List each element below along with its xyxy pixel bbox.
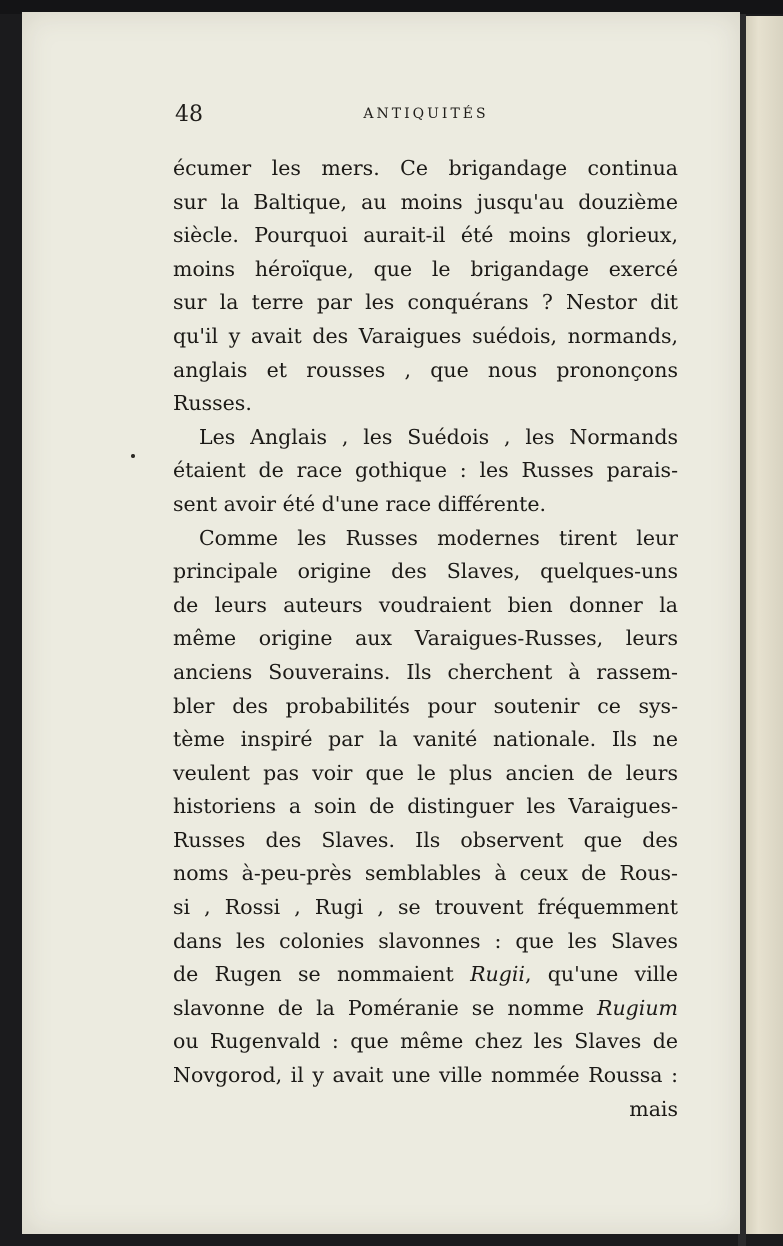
text-line: Les Anglais , les Suédois , les Normands <box>199 424 678 449</box>
paper-speck <box>131 454 135 458</box>
running-title: ANTIQUITÉS <box>363 106 489 122</box>
body-text <box>173 152 678 1126</box>
running-head <box>22 100 740 136</box>
text-line: sur la terre par les conquérans ? Nestor dit <box>173 290 678 315</box>
catchword: mais <box>629 1096 678 1121</box>
text-line: tème inspiré par la vanité nationale. Ils ne <box>173 727 678 752</box>
text-line: moins héroïque, que le brigandage exercé <box>173 256 678 281</box>
text-line: principale origine des Slaves, quelques-uns <box>173 559 678 584</box>
text-line: Russes des Slaves. Ils observent que des <box>173 827 678 852</box>
text-line: qu'il y avait des Varaigues suédois, normands, <box>173 323 678 348</box>
text-line: Comme les Russes modernes tirent leur <box>199 525 678 550</box>
page-number: 48 <box>175 102 203 127</box>
text-line: historiens a soin de distinguer les Varaigues- <box>173 794 678 819</box>
text-line: écumer les mers. Ce brigandage continua <box>173 156 678 180</box>
text-fragment: slavonne de la Poméranie se nomme <box>173 995 598 1020</box>
text-line: noms à-peu-près semblables à ceux de Rous- <box>173 861 678 886</box>
text-line: Russes. <box>173 391 252 416</box>
text-line: veulent pas voir que le plus ancien de leurs <box>173 760 678 785</box>
text-line <box>173 992 678 1026</box>
italic-word: Rugii <box>470 962 525 987</box>
text-line: sent avoir été d'une race différente. <box>173 491 547 516</box>
italic-word: Rugium <box>597 995 678 1020</box>
text-line <box>173 958 678 992</box>
text-line: anciens Souverains. Ils cherchent à rassem- <box>173 659 678 684</box>
text-line: si , Rossi , Rugi , se trouvent fréquemment <box>173 895 678 920</box>
text-line: dans les colonies slavonnes : que les Slaves <box>173 928 678 953</box>
text-line: ou Rugenvald : que même chez les Slaves de <box>173 1029 678 1054</box>
text-line: Novgorod, il y avait une ville nommée Roussa : <box>173 1063 678 1088</box>
text-fragment: de Rugen se nommaient <box>173 962 471 987</box>
book-page <box>22 12 740 1234</box>
text-line: même origine aux Varaigues-Russes, leurs <box>173 626 678 651</box>
text-line: anglais et rousses , que nous prononçons <box>173 357 678 382</box>
text-line: bler des probabilités pour soutenir ce sys- <box>173 693 678 718</box>
text-line: étaient de race gothique : les Russes parais- <box>173 458 678 483</box>
text-line: siècle. Pourquoi aurait-il été moins glorieux, <box>173 223 678 248</box>
text-fragment: , qu'une ville <box>524 962 678 987</box>
text-line: sur la Baltique, au moins jusqu'au douzième <box>173 189 678 214</box>
text-line: de leurs auteurs voudraient bien donner la <box>173 592 678 617</box>
next-page-edge <box>742 16 783 1234</box>
